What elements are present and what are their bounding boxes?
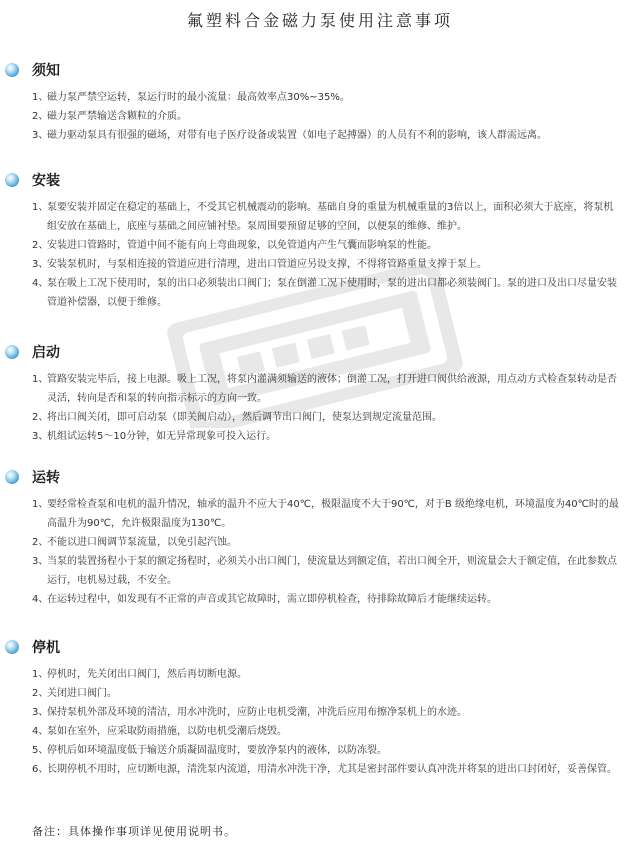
item-text: 管路安装完毕后，接上电源。吸上工况，将泵内灌满须输送的液体；倒灌工况，打开进口阀供给液源，用点动方式检查泵转动是否灵活，转向是否和泵的转向指示标示的方向一致。 — [47, 374, 617, 404]
item-text: 停机后如环境温度低于输送介质凝固温度时，要放净泵内的液体，以防冻裂。 — [47, 745, 387, 756]
item-text: 要经常检查泵和电机的温升情况，轴承的温升不应大于40℃，极限温度不大于90℃，对于B 级绝缘电机，环境温度为40℃时的最高温升为90℃，允许极限温度为130℃。 — [47, 499, 619, 529]
item-text: 将出口阀关闭，即可启动泵（即关阀启动），然后调节出口阀门，使泵达到规定流量范围。 — [47, 412, 442, 423]
list-item — [0, 722, 640, 741]
item-text: 泵如在室外，应采取防雨措施，以防电机受潮后烧毁。 — [47, 726, 287, 737]
item-number: 3、 — [32, 431, 49, 442]
item-text: 长期停机不用时，应切断电源，清洗泵内流道，用清水冲洗干净，尤其是密封部件要认真冲洗并将泵的进出口封闭好，妥善保管。 — [47, 764, 617, 775]
item-text: 保持泵机外部及环境的清洁，用水冲洗时，应防止电机受潮，冲洗后应用布擦净泵机上的水迹。 — [47, 707, 467, 718]
blue-bullet-icon — [5, 345, 19, 359]
section-title: 启动 — [32, 345, 60, 361]
item-number: 4、 — [32, 594, 49, 605]
item-number: 3、 — [32, 707, 49, 718]
item-text: 在运转过程中，如发现有不正常的声音或其它故障时，需立即停机检查，待排除故障后才能继续运转。 — [47, 594, 497, 605]
item-text: 泵在吸上工况下使用时，泵的出口必须装出口阀门；泵在倒灌工况下使用时，泵的进出口都必须装阀门。泵的进口及出口尽量安装管道补偿器，以便于维修。 — [47, 278, 617, 308]
item-text: 安装泵机时，与泵相连接的管道应进行清理，进出口管道应另设支撑，不得将管路重量支撑于泵上。 — [47, 259, 487, 270]
list-item — [0, 255, 640, 274]
item-text: 停机时，先关闭出口阀门，然后再切断电源。 — [47, 669, 247, 680]
list-item — [0, 590, 640, 609]
blue-bullet-icon — [5, 470, 19, 484]
list-item — [0, 370, 640, 408]
section-title: 安装 — [32, 173, 60, 189]
section-title: 停机 — [32, 640, 60, 656]
list-item — [0, 760, 640, 779]
item-text: 安装进口管路时，管道中间不能有向上弯曲现象，以免管道内产生气囊而影响泵的性能。 — [47, 240, 437, 251]
item-number: 2、 — [32, 240, 49, 251]
item-number: 4、 — [32, 278, 49, 289]
section-startup — [0, 342, 640, 446]
item-number: 2、 — [32, 537, 49, 548]
section-title: 运转 — [32, 470, 60, 486]
item-number: 1、 — [32, 92, 49, 103]
item-text: 关闭进口阀门。 — [47, 688, 117, 699]
item-number: 1、 — [32, 499, 49, 510]
list-item — [0, 126, 640, 145]
item-text: 当泵的装置扬程小于泵的额定扬程时，必须关小出口阀门，使流量达到额定值，若出口阀全开，则流量会大于额定值，在此参数点运行，电机易过载，不安全。 — [47, 556, 617, 586]
list-item — [0, 533, 640, 552]
item-text: 不能以进口阀调节泵流量，以免引起汽蚀。 — [47, 537, 237, 548]
item-number: 3、 — [32, 556, 49, 567]
list-item — [0, 408, 640, 427]
item-number: 2、 — [32, 688, 49, 699]
item-text: 磁力泵严禁输送含颗粒的介质。 — [47, 111, 187, 122]
list-item — [0, 274, 640, 312]
blue-bullet-icon — [5, 63, 19, 77]
item-number: 1、 — [32, 669, 49, 680]
section-operation — [0, 467, 640, 609]
item-list — [0, 495, 640, 609]
item-text: 机组试运转5～10分钟，如无异常现象可投入运行。 — [47, 431, 277, 442]
item-number: 4、 — [32, 726, 49, 737]
item-list — [0, 88, 640, 145]
item-number: 6、 — [32, 764, 49, 775]
item-number: 2、 — [32, 111, 49, 122]
item-number: 1、 — [32, 374, 49, 385]
item-number: 3、 — [32, 259, 49, 270]
item-text: 泵要安装并固定在稳定的基础上，不受其它机械震动的影响。基础自身的重量为机械重量的3倍以上，面积必须大于底座，将泵机组安放在基础上，底座与基础之间应铺衬垫。泵周围要预留足够的空间，以便泵的维修、维护。 — [47, 202, 614, 232]
item-number: 5、 — [32, 745, 49, 756]
item-number: 2、 — [32, 412, 49, 423]
section-title: 须知 — [32, 63, 60, 79]
section-installation — [0, 170, 640, 312]
item-list — [0, 665, 640, 779]
list-item — [0, 741, 640, 760]
item-number: 1、 — [32, 202, 49, 213]
section-notice — [0, 60, 640, 145]
list-item — [0, 198, 640, 236]
item-list — [0, 198, 640, 312]
list-item — [0, 107, 640, 126]
blue-bullet-icon — [5, 640, 19, 654]
list-item — [0, 552, 640, 590]
list-item — [0, 236, 640, 255]
section-shutdown — [0, 637, 640, 779]
list-item — [0, 88, 640, 107]
item-text: 磁力泵严禁空运转，泵运行时的最小流量：最高效率点30%~35%。 — [47, 92, 350, 103]
list-item — [0, 665, 640, 684]
list-item — [0, 684, 640, 703]
list-item — [0, 703, 640, 722]
footer-note: 备注：具体操作事项详见使用说明书。 — [32, 825, 236, 838]
item-text: 磁力驱动泵具有很强的磁场，对带有电子医疗设备或装置（如电子起搏器）的人员有不利的影响，该人群需远离。 — [47, 130, 547, 141]
item-list — [0, 370, 640, 446]
list-item — [0, 427, 640, 446]
item-number: 3、 — [32, 130, 49, 141]
list-item — [0, 495, 640, 533]
page-title: 氟塑料合金磁力泵使用注意事项 — [186, 11, 453, 30]
blue-bullet-icon — [5, 173, 19, 187]
